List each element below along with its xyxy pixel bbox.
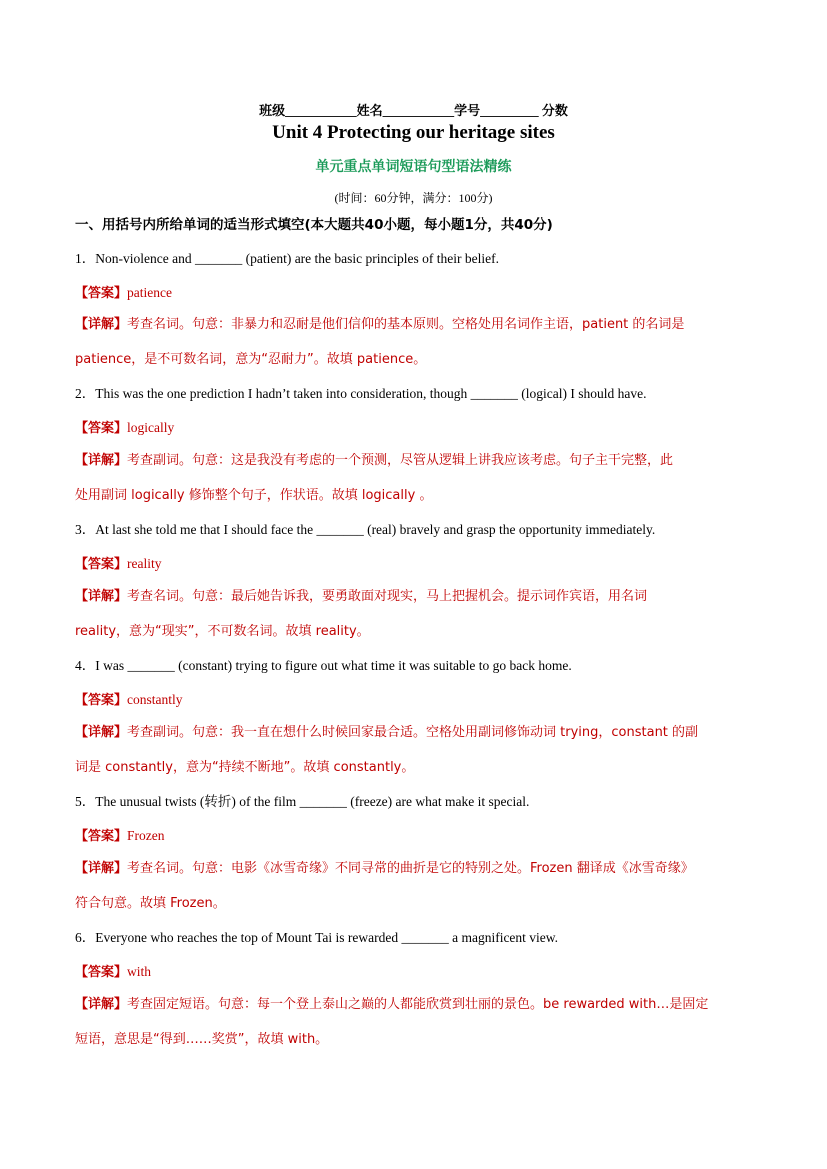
answer-label: 【答案】: [75, 965, 128, 980]
detail-text: 考查名词。句意：最后她告诉我，要勇敢面对现实，马上把握机会。提示词作宾语，用名词: [127, 589, 648, 604]
answer-text: with: [127, 964, 152, 979]
answer-2: [75, 418, 760, 439]
detail-6-line-1: [75, 995, 760, 1015]
detail-label: 【详解】: [75, 725, 128, 740]
answer-label: 【答案】: [75, 421, 128, 436]
question-5: 5．The unusual twists (转折) of the film _______ (freeze) are what make it special.: [75, 794, 530, 809]
answer-label: 【答案】: [75, 557, 128, 572]
detail-label: 【详解】: [75, 317, 128, 332]
section-heading: 一、用括号内所给单词的适当形式填空(本大题共40小题，每小题1分，共40分): [75, 217, 553, 233]
answer-6: [75, 962, 760, 983]
detail-label: 【详解】: [75, 589, 128, 604]
question-2: 2．This was the one prediction I hadn’t taken into consideration, though _______ (logical) I should have.: [75, 386, 647, 401]
detail-text: 考查副词。句意：这是我没有考虑的一个预测，尽管从逻辑上讲我应该考虑。句子主干完整，此: [127, 453, 674, 468]
student-info-line: 班级___________姓名___________学号_________ 分数: [259, 103, 568, 118]
detail-label: 【详解】: [75, 997, 128, 1012]
detail-5-line-1: [75, 859, 760, 879]
page-title: Unit 4 Protecting our heritage sites: [272, 122, 555, 143]
answer-text: Frozen: [127, 828, 165, 843]
detail-label: 【详解】: [75, 861, 128, 876]
answer-4: [75, 690, 760, 711]
answer-text: patience: [127, 285, 172, 300]
answer-text: reality: [127, 556, 162, 571]
detail-text: 考查名词。句意：非暴力和忍耐是他们信仰的基本原则。空格处用名词作主语，patient 的名词是: [127, 317, 685, 332]
question-1: 1．Non-violence and _______ (patient) are the basic principles of their belief.: [75, 251, 499, 266]
question-4: 4．I was _______ (constant) trying to figure out what time it was suitable to go back home.: [75, 658, 572, 673]
detail-text: 考查名词。句意：电影《冰雪奇缘》不同寻常的曲折是它的特别之处。Frozen 翻译成《冰雪奇缘》: [127, 861, 694, 876]
page-subtitle: 单元重点单词短语句型语法精练: [315, 159, 512, 175]
answer-text: constantly: [127, 692, 183, 707]
detail-4-line-2: 词是 constantly，意为“持续不断地”。故填 constantly。: [75, 760, 415, 775]
detail-5-line-2: 符合句意。故填 Frozen。: [75, 896, 226, 911]
answer-label: 【答案】: [75, 286, 128, 301]
detail-6-line-2: 短语，意思是“得到……奖赏”，故填 with。: [75, 1032, 329, 1047]
detail-4-line-1: [75, 723, 760, 743]
answer-label: 【答案】: [75, 693, 128, 708]
answer-5: [75, 826, 760, 847]
detail-2-line-1: [75, 451, 760, 471]
time-score-line: (时间：60分钟，满分：100分): [334, 191, 493, 205]
detail-1-line-2: patience，是不可数名词，意为“忍耐力”。故填 patience。: [75, 352, 427, 367]
detail-1-line-1: [75, 315, 760, 335]
answer-label: 【答案】: [75, 829, 128, 844]
answer-3: [75, 554, 760, 575]
answer-1: [75, 283, 760, 304]
detail-text: 考查固定短语。句意：每一个登上泰山之巅的人都能欣赏到壮丽的景色。be rewarded with…是固定: [127, 997, 709, 1012]
detail-3-line-2: reality，意为“现实”，不可数名词。故填 reality。: [75, 624, 370, 639]
question-3: 3．At last she told me that I should face the _______ (real) bravely and grasp the opportunity immediately.: [75, 522, 656, 537]
answer-text: logically: [127, 420, 175, 435]
detail-3-line-1: [75, 587, 760, 607]
question-6: 6．Everyone who reaches the top of Mount Tai is rewarded _______ a magnificent view.: [75, 930, 559, 945]
detail-text: 考查副词。句意：我一直在想什么时候回家最合适。空格处用副词修饰动词 trying，constant 的副: [127, 725, 699, 740]
detail-label: 【详解】: [75, 453, 128, 468]
detail-2-line-2: 处用副词 logically 修饰整个句子，作状语。故填 logically 。: [75, 488, 433, 503]
